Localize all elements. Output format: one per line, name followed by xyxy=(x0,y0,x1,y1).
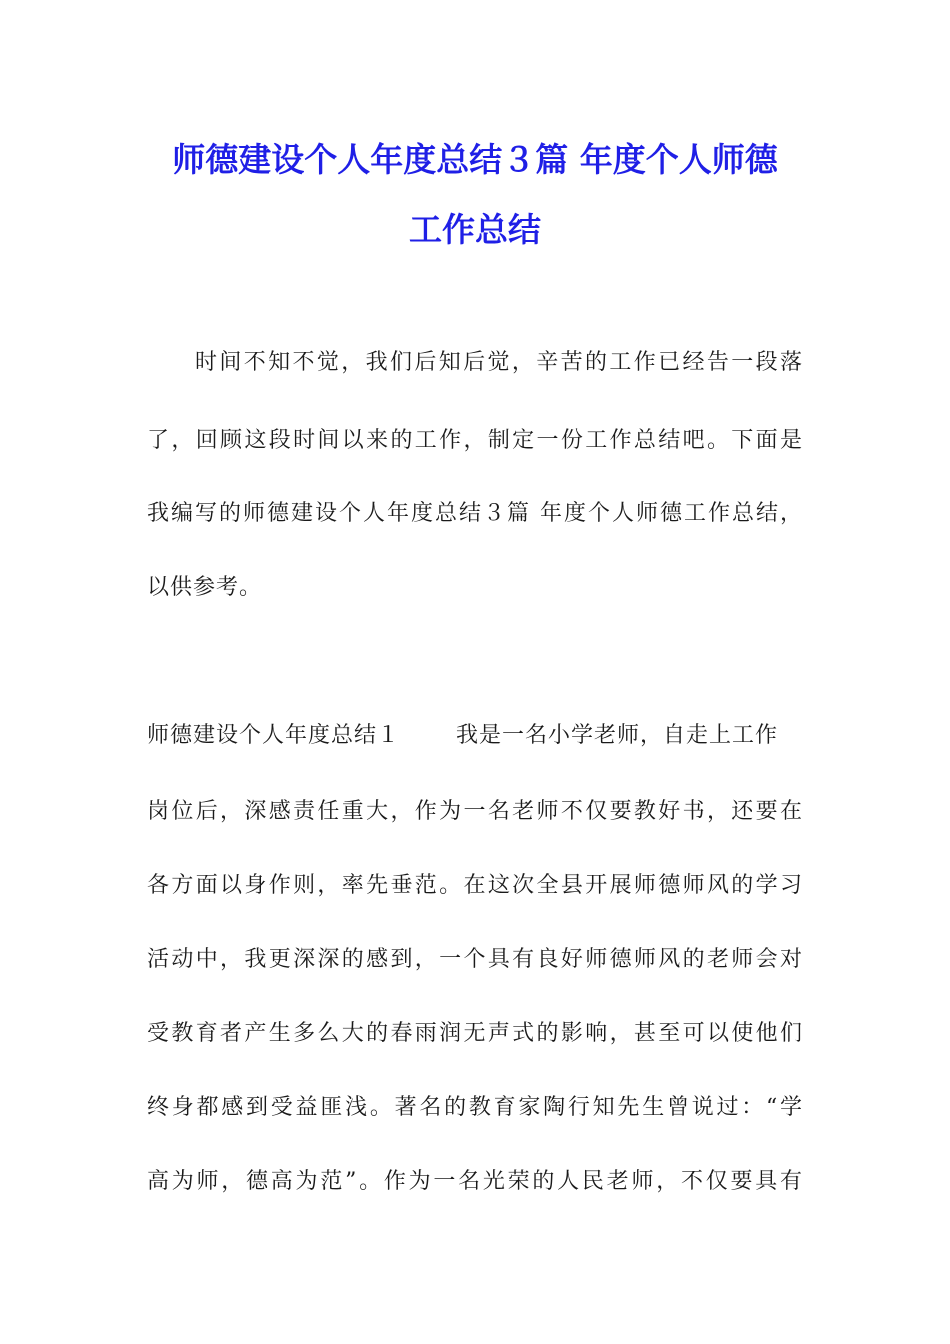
section-1-first-line xyxy=(147,718,803,749)
section-1-line: 活动中，我更深深的感到，一个具有良好师德师风的老师会对 xyxy=(147,947,803,972)
intro-paragraph-line: 我编写的师德建设个人年度总结３篇 年度个人师德工作总结， xyxy=(147,501,803,526)
intro-paragraph-line: 了，回顾这段时间以来的工作，制定一份工作总结吧。下面是 xyxy=(147,428,803,453)
intro-paragraph-line: 以供参考。 xyxy=(147,575,263,600)
section-1-line: 高为师，德高为范”。作为一名光荣的人民老师，不仅要具有 xyxy=(147,1169,803,1194)
document-title-line-2: 工作总结 xyxy=(409,210,541,249)
section-1-line: 岗位后，深感责任重大，作为一名老师不仅要教好书，还要在 xyxy=(147,799,803,824)
document-title-line-1: 师德建设个人年度总结３篇 年度个人师德 xyxy=(172,140,778,179)
intro-paragraph-line: 时间不知不觉，我们后知后觉，辛苦的工作已经告一段落 xyxy=(195,350,803,375)
section-1-heading: 师德建设个人年度总结１ xyxy=(147,723,401,748)
section-1-line: 各方面以身作则，率先垂范。在这次全县开展师德师风的学习 xyxy=(147,873,803,898)
section-1-line: 终身都感到受益匪浅。著名的教育家陶行知先生曾说过：“学 xyxy=(147,1095,803,1120)
section-1-first-line-text: 我是一名小学老师，自走上工作 xyxy=(456,723,779,748)
section-1-line: 受教育者产生多么大的春雨润无声式的影响，甚至可以使他们 xyxy=(147,1021,803,1046)
